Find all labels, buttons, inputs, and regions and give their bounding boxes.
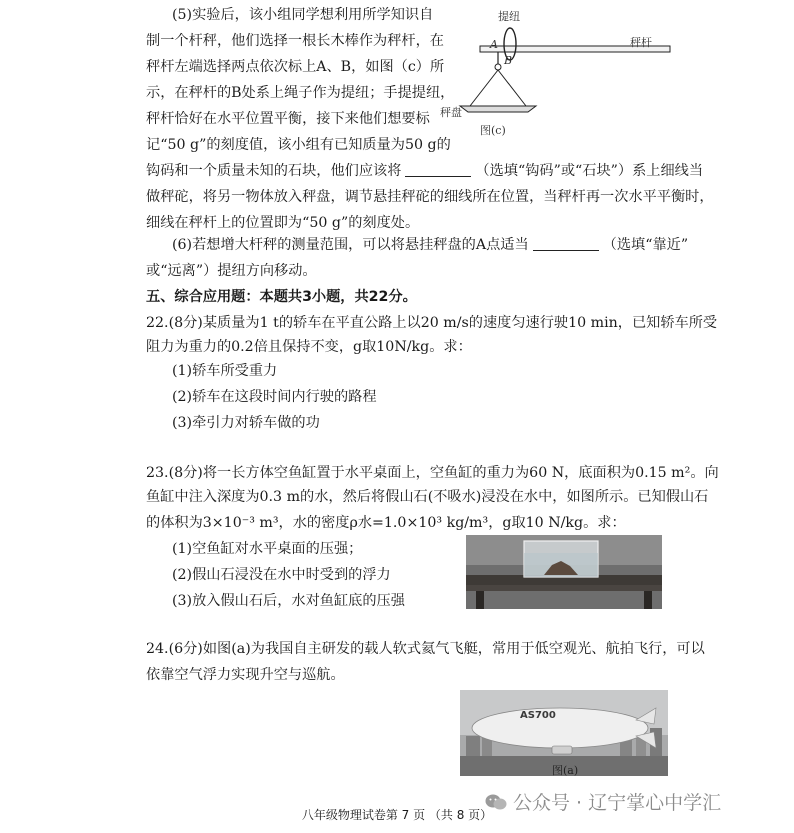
q22-line-1: 22.(8分)某质量为1 t的轿车在平直公路上以20 m/s的速度匀速行驶10 min，已知轿车所受 [146, 315, 718, 331]
label-chenggan: 秤杆 [630, 36, 652, 49]
fish-tank-photo [466, 535, 662, 609]
q21-6-text: (6)若想增大杆秤的测量范围，可以将悬挂秤盘的A点适当 [172, 237, 529, 253]
figure-c-caption: 图(c) [480, 124, 506, 137]
q23-line-2: 鱼缸中注入深度为0.3 m的水，然后将假山石(不吸水)浸没在水中，如图所示。已知假山石 [146, 489, 709, 505]
q23-item-3: (3)放入假山石后，水对鱼缸底的压强 [172, 593, 405, 609]
q21-5-line-4: 示，在秤杆的B处系上绳子作为提纽；手提提纽， [146, 85, 455, 101]
steelyard-figure [440, 8, 680, 148]
q23-item-2: (2)假山石浸没在水中时受到的浮力 [172, 567, 391, 583]
label-b: B [504, 54, 513, 67]
q21-5-line-6: 记“50 g”的刻度值，该小组有已知质量为50 g的 [146, 137, 451, 153]
q23-item-1: (1)空鱼缸对水平桌面的压强； [172, 541, 363, 557]
fish-tank-illustration [466, 535, 662, 609]
section-five-title: 五、综合应用题：本题共3小题，共22分。 [146, 289, 417, 305]
q23-line-1: 23.(8分)将一长方体空鱼缸置于水平桌面上，空鱼缸的重力为60 N，底面积为0.15 m²。向 [146, 465, 719, 481]
airship-photo [460, 690, 668, 776]
answer-blank-6[interactable] [533, 236, 599, 251]
steelyard-diagram [440, 8, 680, 148]
q22-item-2: (2)轿车在这段时间内行驶的路程 [172, 389, 377, 405]
answer-blank-5[interactable] [405, 162, 471, 177]
label-a: A [490, 38, 498, 51]
q21-6-line-2: 或“远离”）提纽方向移动。 [146, 263, 317, 279]
q21-5-line-1: (5)实验后，该小组同学想利用所学知识自 [172, 7, 434, 23]
q21-5-line-7-text: 钩码和一个质量未知的石块，他们应该将 [146, 163, 402, 179]
q21-6-line-1 [172, 234, 688, 256]
q22-item-1: (1)轿车所受重力 [172, 363, 278, 379]
q21-5-line-7 [146, 160, 703, 182]
q21-5-line-7-text-b: （选填“钩码”或“石块”）系上细线当 [475, 163, 704, 179]
scale-pan [460, 106, 536, 112]
q21-5-line-5: 秤杆恰好在水平位置平衡，接下来他们想要标 [146, 111, 430, 127]
q23-line-3: 的体积为3×10⁻³ m³，水的密度ρ水=1.0×10³ kg/m³，g取10 N/kg。求： [146, 515, 626, 531]
figure-a-caption: 图(a) [552, 764, 579, 777]
q21-5-line-3: 秤杆左端选择两点依次标上A、B，如图（c）所 [146, 59, 445, 75]
airship-model-text: AS700 [520, 710, 556, 721]
q22-line-2: 阻力为重力的0.2倍且保持不变，g取10N/kg。求： [146, 339, 472, 355]
watermark-text: 公众号 · 辽宁掌心中学汇 [513, 792, 722, 814]
label-tiniu: 提纽 [498, 10, 520, 23]
q21-5-line-2: 制一个杆秤，他们选择一根长木棒作为秤杆，在 [146, 33, 444, 49]
q21-5-line-9: 细线在秤杆上的位置即为“50 g”的刻度处。 [146, 215, 420, 231]
q21-5-line-8: 做秤砣，将另一物体放入秤盘，调节悬挂秤砣的细线所在位置，当秤杆再一次水平平衡时， [146, 189, 714, 205]
label-pan: 秤盘 [440, 106, 462, 119]
q24-line-1: 24.(6分)如图(a)为我国自主研发的载人软式氦气飞艇，常用于低空观光、航拍飞行，可以 [146, 641, 705, 657]
page-footer: 八年级物理试卷第 7 页 （共 8 页） [301, 808, 493, 822]
q22-item-3: (3)牵引力对轿车做的功 [172, 415, 320, 431]
q24-line-2: 依靠空气浮力实现升空与巡航。 [146, 667, 345, 683]
q21-6-text-b: （选填“靠近” [602, 237, 689, 253]
